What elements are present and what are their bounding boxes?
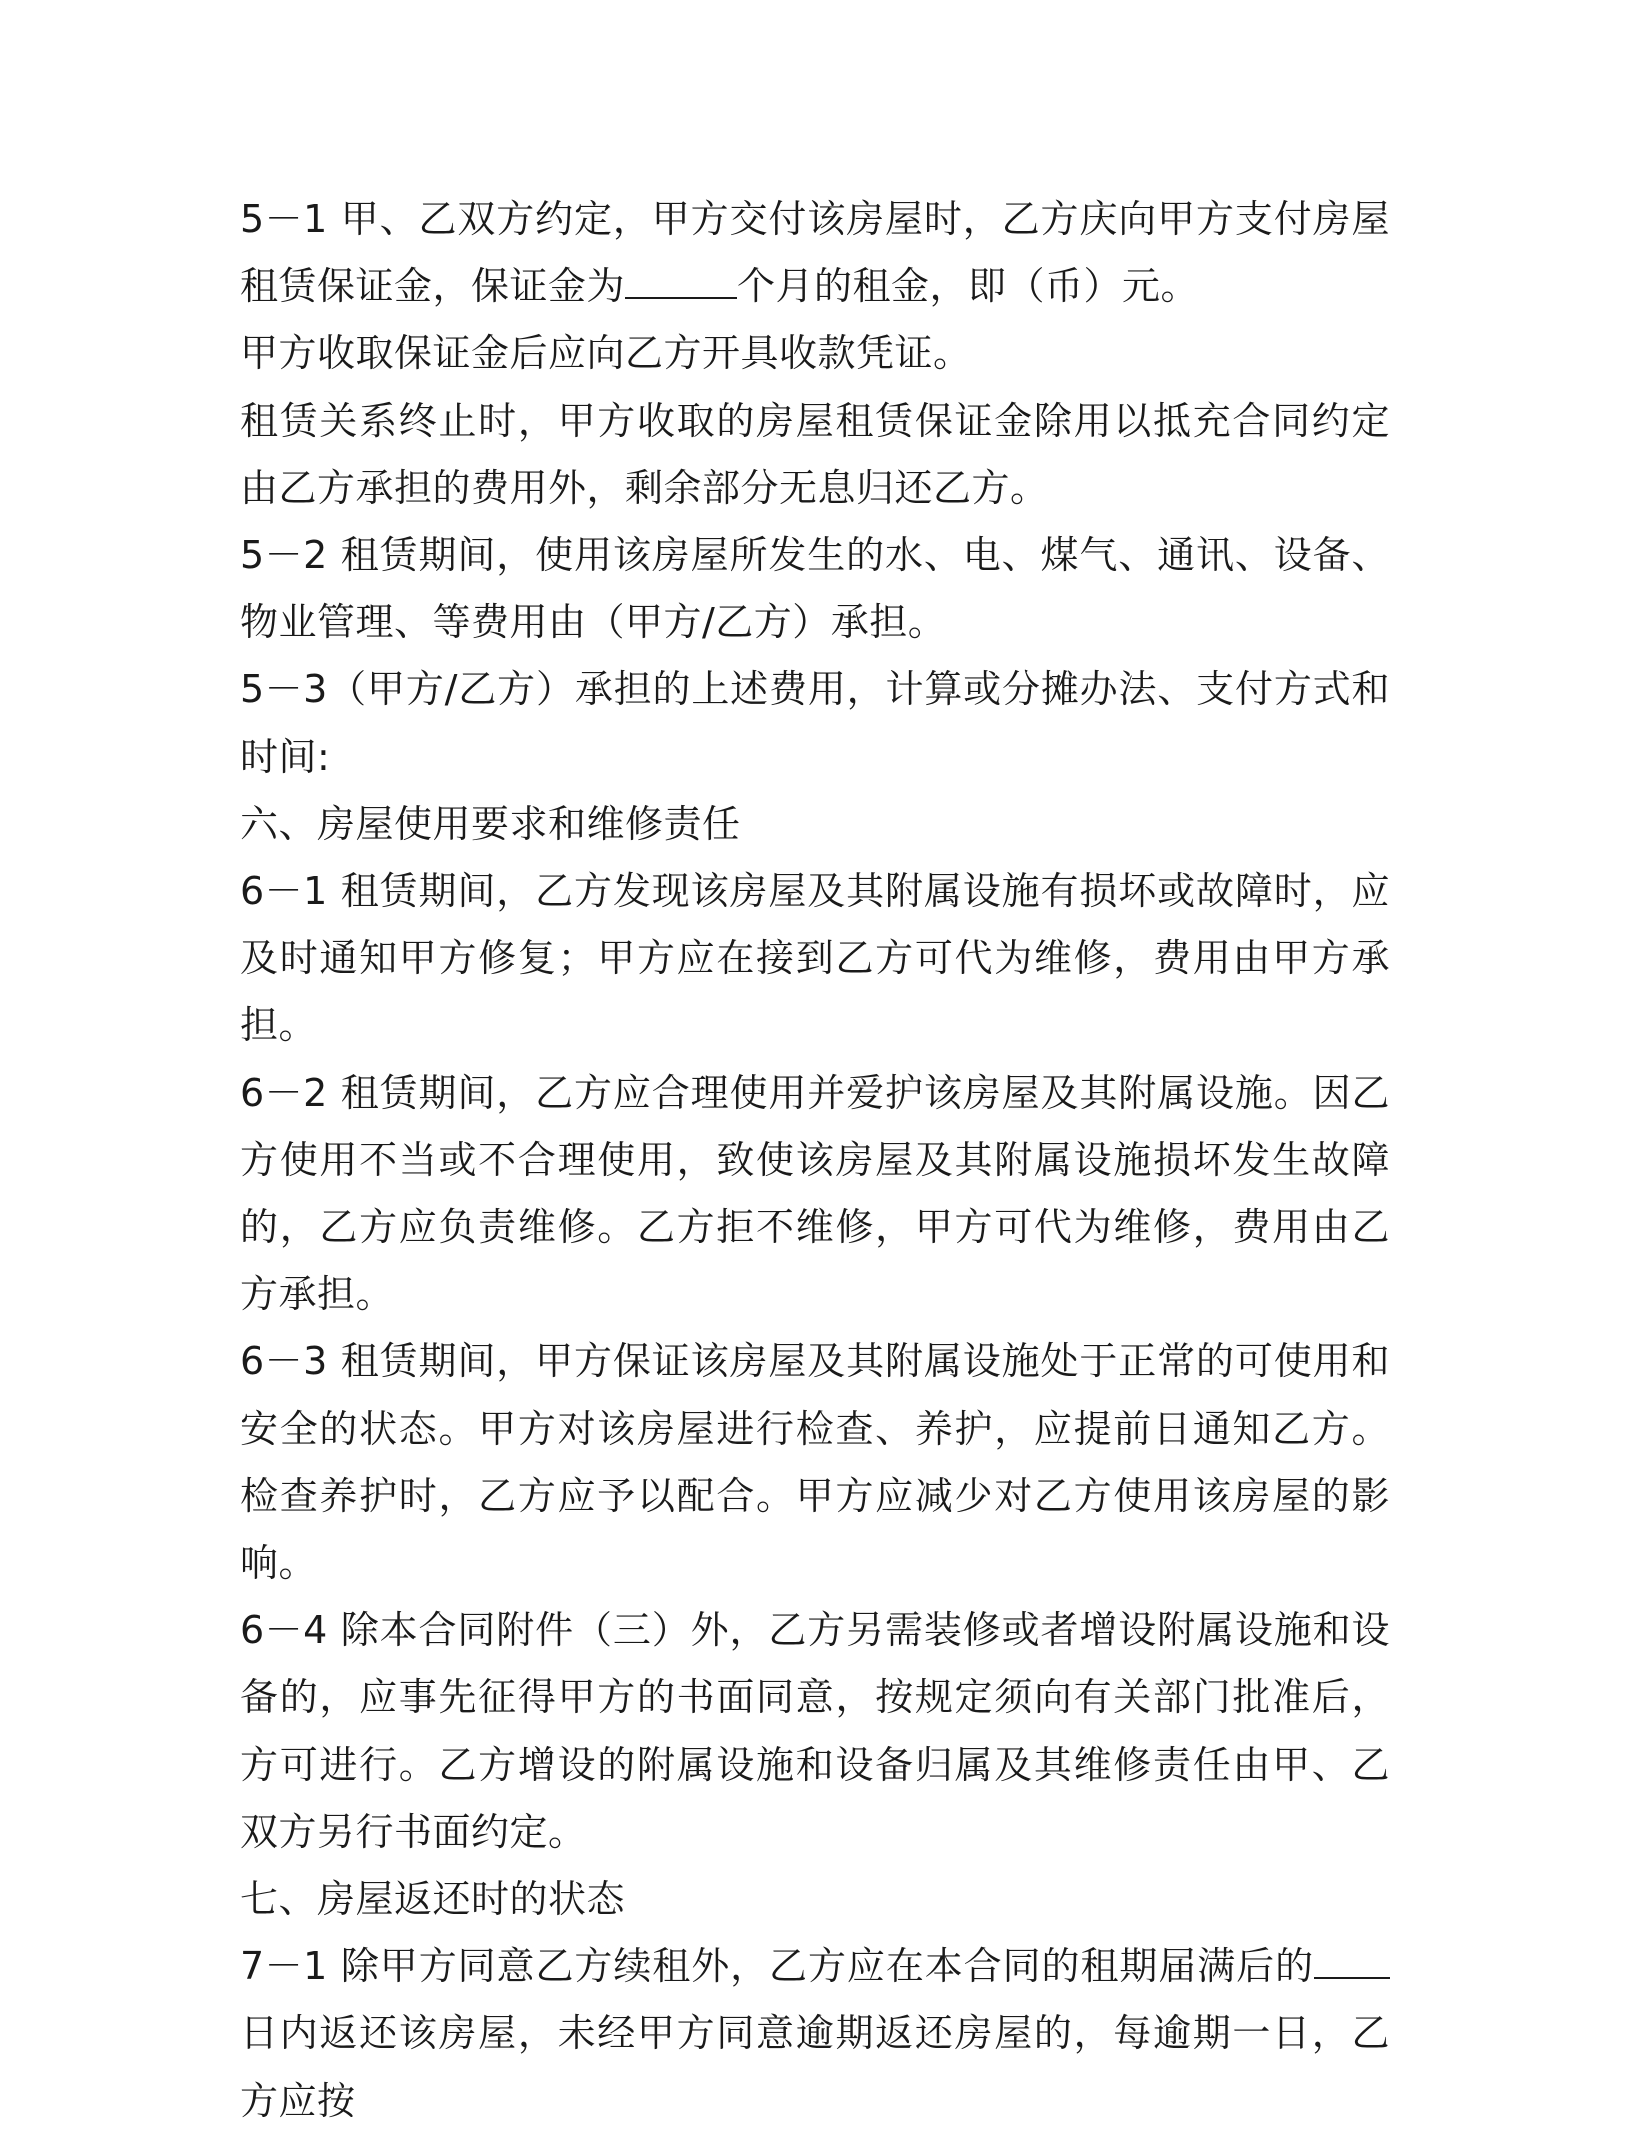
section-heading-6: 六、房屋使用要求和维修责任 [240, 801, 741, 846]
paragraph-6-1: 6－1 租赁期间，乙方发现该房屋及其附属设施有损坏或故障时，应及时通知甲方修复；甲方应在接到乙方可代为维修，费用由甲方承担。 [240, 869, 1390, 1048]
paragraph-5-1-text-a: 5－1 甲、乙双方约定，甲方交付该房屋时，乙方庆向甲方支付房屋租赁保证金，保证金为 [240, 197, 1390, 309]
section-heading-7: 七、房屋返还时的状态 [240, 1877, 626, 1922]
paragraph-receipt: 甲方收取保证金后应向乙方开具收款凭证。 [240, 331, 972, 376]
deposit-months-blank [625, 259, 737, 299]
paragraph-7-1-text-b: 日内返还该房屋，未经甲方同意逾期返还房屋的，每逾期一日，乙方应按 [240, 2011, 1390, 2123]
paragraph-7-1-text-a: 7－1 除甲方同意乙方续租外，乙方应在本合同的租期届满后的 [240, 1944, 1314, 1989]
paragraph-7-1 [240, 1933, 1390, 2135]
paragraph-5-1-text-b: 个月的租金，即（币）元。 [737, 264, 1200, 309]
paragraph-5-1 [240, 186, 1390, 320]
return-days-blank [1314, 1939, 1390, 1979]
paragraph-6-3: 6－3 租赁期间，甲方保证该房屋及其附属设施处于正常的可使用和安全的状态。甲方对该房屋进行检查、养护，应提前日通知乙方。检查养护时，乙方应予以配合。甲方应减少对乙方使用该房屋的影响。 [240, 1339, 1390, 1586]
paragraph-5-3: 5－3（甲方/乙方）承担的上述费用，计算或分摊办法、支付方式和时间: [240, 667, 1390, 779]
paragraph-6-2: 6－2 租赁期间，乙方应合理使用并爱护该房屋及其附属设施。因乙方使用不当或不合理使用，致使该房屋及其附属设施损坏发生故障的，乙方应负责维修。乙方拒不维修，甲方可代为维修，费用由乙方承担。 [240, 1070, 1390, 1317]
paragraph-5-2: 5－2 租赁期间，使用该房屋所发生的水、电、煤气、通讯、设备、物业管理、等费用由（甲方/乙方）承担。 [240, 533, 1390, 645]
paragraph-6-4: 6－4 除本合同附件（三）外，乙方另需装修或者增设附属设施和设备的，应事先征得甲方的书面同意，按规定须向有关部门批准后，方可进行。乙方增设的附属设施和设备归属及其维修责任由甲、乙双方另行书面约定。 [240, 1608, 1390, 1854]
document-body [240, 186, 1390, 2135]
paragraph-deposit-return: 租赁关系终止时，甲方收取的房屋租赁保证金除用以抵充合同约定由乙方承担的费用外，剩余部分无息归还乙方。 [240, 398, 1390, 510]
